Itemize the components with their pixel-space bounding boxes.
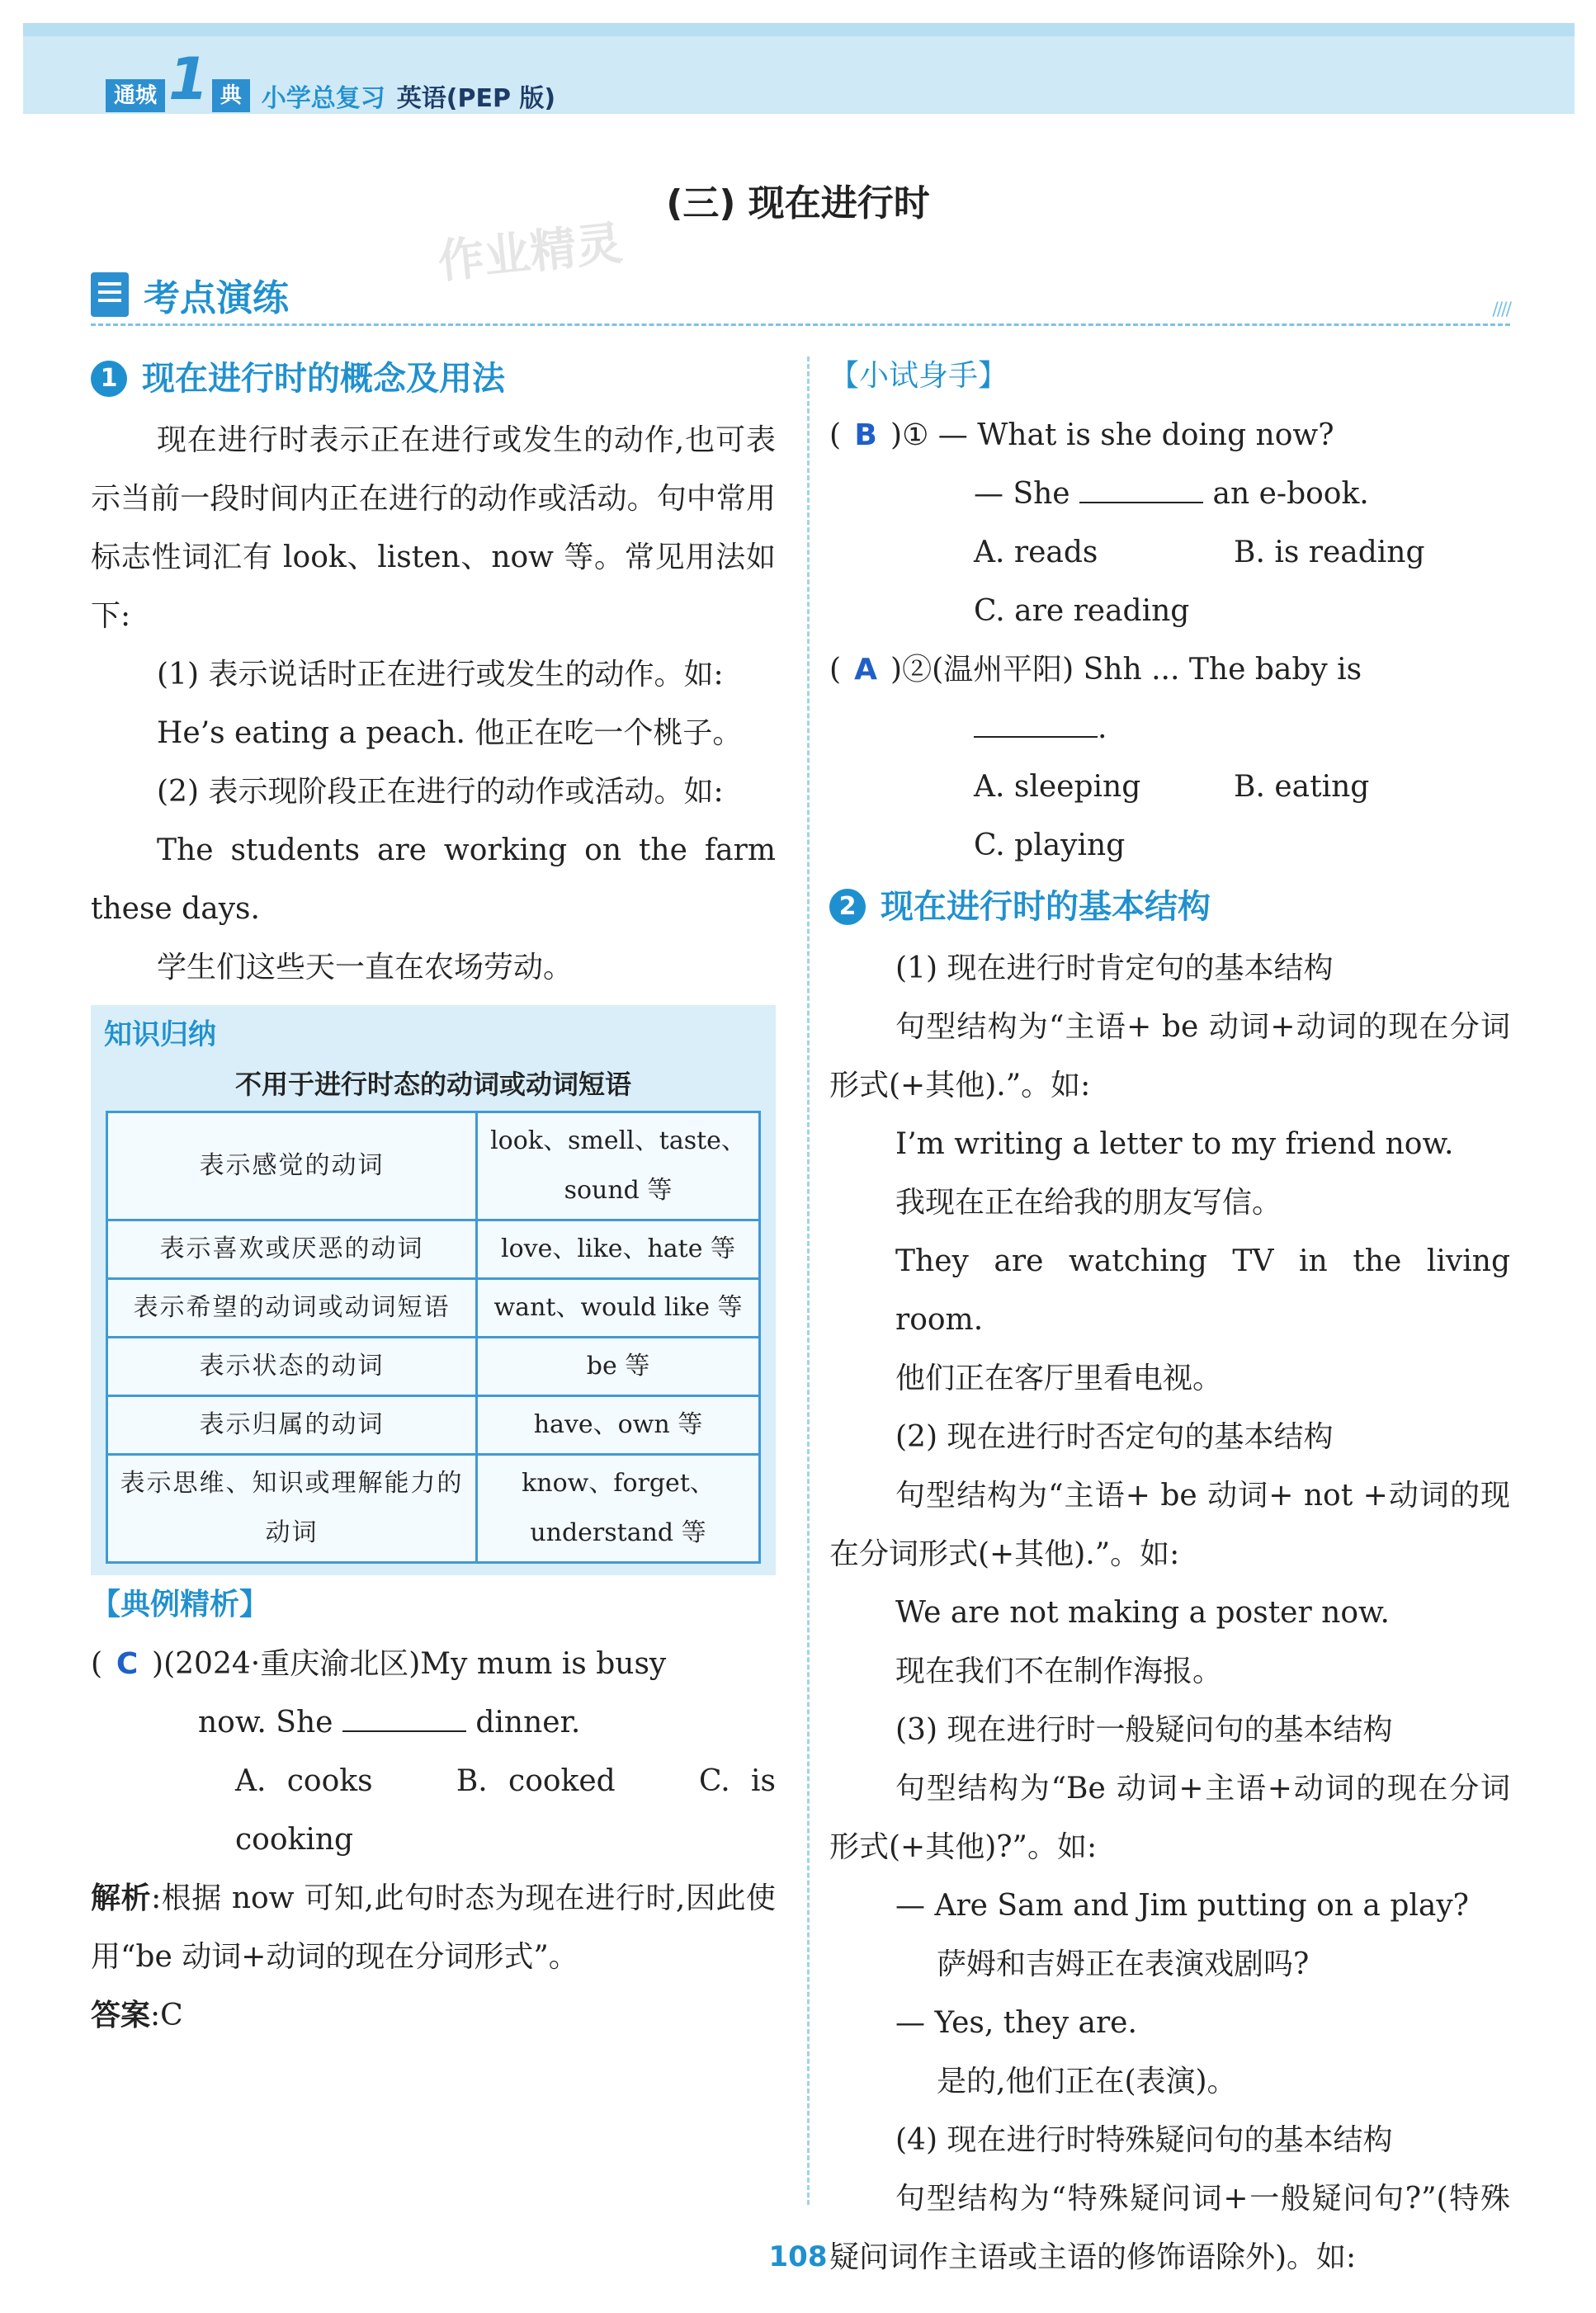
answer-mark: C [116,1647,139,1681]
option-a: A. cooks [235,1764,373,1798]
structure-1-title: (1) 现在进行时肯定句的基本结构 [895,951,1334,985]
usage-1-example: He’s eating a peach. 他正在吃一个桃子。 [157,716,743,750]
analysis-text: :根据 now 可知,此句时态为现在进行时,因此使用“be 动词+动词的现在分词形式”。 [91,1881,776,1974]
structure-1-example2-en: They are watching TV in the living room. [895,1244,1510,1337]
table-cell-category: 表示希望的动词或动词短语 [107,1279,477,1338]
question-2-line1: )②(温州平阳) Shh ... The baby is [890,653,1362,687]
example-options [91,1752,776,1869]
usage-2-example-en: The students are working on the farm these days. [91,833,776,926]
topic-title: 现在进行时的概念及用法 [142,360,505,398]
structure-3-title: (3) 现在进行时一般疑问句的基本结构 [895,1713,1393,1747]
question-2-options [829,758,1510,816]
option-b: B. cooked [456,1764,616,1798]
topic-number: 1 [91,361,127,397]
answer-mark: B [854,418,877,452]
structure-1-example-zh: 我现在正在给我的朋友写信。 [895,1186,1282,1220]
brand-box-b: 典 [212,79,250,112]
usage-1: (1) 表示说话时正在进行或发生的动作。如: [157,658,724,692]
question-1-options [829,523,1510,582]
table-cell-category: 表示状态的动词 [107,1338,477,1396]
brand-box-a: 通城 [106,79,165,112]
example-stem-part: dinner. [475,1706,581,1739]
topic-heading-1 [91,347,776,411]
right-column [829,347,1510,2287]
answer-line [91,1986,776,2045]
section-title: 考点演练 [144,277,289,319]
example-label: 【典例精析】 [91,1588,270,1621]
structure-4-title: (4) 现在进行时特殊疑问句的基本结构 [895,2123,1393,2157]
table-cell-words: be 等 [477,1338,760,1396]
option-b: B. eating [1234,770,1370,804]
notebook-icon [91,272,129,317]
structure-3-question-en: — Are Sam and Jim putting on a play? [895,1889,1469,1923]
example-stem-part: now. She [198,1706,333,1739]
table-cell-words: love、like、hate 等 [477,1220,760,1279]
usage-2-example-zh: 学生们这些天一直在农场劳动。 [157,951,574,984]
question-1-option-c: C. are reading [974,594,1190,628]
structure-1-rule: 句型结构为“主语+ be 动词+动词的现在分词形式(+其他).”。如: [829,1010,1510,1102]
answer-mark: A [854,653,877,687]
hatch-decoration: //// [1492,300,1510,320]
structure-3-question-zh: 萨姆和吉姆正在表演戏剧吗? [937,1947,1310,1981]
table-row [107,1455,760,1563]
intro-paragraph: 现在进行时表示正在进行或发生的动作,也可表示当前一段时间内正在进行的动作或活动。句中常用标志性词汇有 look、listen、now 等。常见用法如下: [91,423,776,633]
analysis [91,1869,776,1986]
table-cell-words: look、smell、taste、sound 等 [477,1112,760,1220]
structure-3-answer-en: — Yes, they are. [895,2006,1137,2040]
book-brand [106,45,556,115]
watermark: 作业精灵 [435,216,626,290]
table-cell-words: have、own 等 [477,1396,760,1455]
topic-heading-2 [829,875,1510,939]
structure-2-title: (2) 现在进行时否定句的基本结构 [895,1420,1334,1454]
knowledge-label: 知识归纳 [104,1018,216,1051]
question-2: ( A )②(温州平阳) Shh ... The baby is [829,640,1510,699]
brand-logo-one: 1 [168,45,209,113]
option-b: B. is reading [1234,536,1425,569]
table-cell-category: 表示感觉的动词 [107,1112,477,1220]
usage-2: (2) 表示现阶段正在进行的动作或活动。如: [157,775,724,809]
structure-1-example2-zh: 他们正在客厅里看电视。 [895,1362,1223,1395]
header-strip [23,23,1575,36]
question-1-part: an e-book. [1212,477,1369,511]
table-row [107,1338,760,1396]
structure-2-example-zh: 现在我们不在制作海报。 [895,1655,1223,1688]
structure-1-example-en: I’m writing a letter to my friend now. [895,1127,1454,1161]
question-2-part: . [1098,711,1107,745]
table-cell-words: know、forget、understand 等 [477,1455,760,1563]
answer-label: 答案 [91,1999,151,2032]
verb-table [106,1111,761,1564]
topic-title: 现在进行时的基本结构 [881,888,1211,926]
page-number: 108 [768,2240,828,2273]
question-1-part: — She [974,477,1070,511]
answer-blank [1079,474,1203,503]
table-cell-words: want、would like 等 [477,1279,760,1338]
question-1-line1: )① — What is she doing now? [890,418,1334,452]
page-title: (三) 现在进行时 [666,182,930,224]
question-2-option-c: C. playing [974,828,1126,862]
answer-value: :C [150,1999,183,2032]
question-1: ( B )① — What is she doing now? [829,406,1510,465]
structure-3-rule: 句型结构为“Be 动词+主语+动词的现在分词形式(+其他)?”。如: [829,1772,1510,1864]
table-row [107,1220,760,1279]
structure-2-rule: 句型结构为“主语+ be 动词+ not +动词的现在分词形式(+其他).”。如: [829,1479,1510,1571]
table-cell-category: 表示思维、知识或理解能力的动词 [107,1455,477,1563]
table-cell-category: 表示归属的动词 [107,1396,477,1455]
section-header [91,266,1510,326]
series-name: 小学总复习 [261,84,385,113]
table-title: 不用于进行时态的动词或动词短语 [234,1069,631,1100]
structure-4-rule: 句型结构为“特殊疑问词+一般疑问句?”(特殊疑问词作主语或主语的修饰语除外)。如: [829,2182,1510,2274]
option-a: A. sleeping [974,770,1141,804]
question-1-line2 [829,465,1510,523]
topic-number: 2 [829,889,866,925]
example-stem-line2 [91,1693,776,1752]
structure-2-example-en: We are not making a poster now. [895,1596,1390,1630]
left-column [91,347,776,2045]
try-label: 【小试身手】 [829,359,1008,393]
column-divider [807,356,810,2205]
knowledge-box [91,1005,776,1575]
answer-blank [342,1702,466,1732]
structure-3-answer-zh: 是的,他们正在(表演)。 [937,2065,1237,2098]
example-stem: )(2024·重庆渝北区)My mum is busy [152,1647,667,1681]
table-row [107,1396,760,1455]
option-a: A. reads [974,536,1098,569]
table-cell-category: 表示喜欢或厌恶的动词 [107,1220,477,1279]
analysis-label: 解析 [91,1881,152,1915]
question-2-line2 [829,699,1510,758]
option-c: C. is cooking [235,1764,776,1857]
table-row [107,1279,760,1338]
example-question: ( C )(2024·重庆渝北区)My mum is busy [91,1635,776,1693]
subject-name: 英语(PEP 版) [396,84,556,113]
answer-blank [974,708,1098,738]
table-row [107,1112,760,1220]
